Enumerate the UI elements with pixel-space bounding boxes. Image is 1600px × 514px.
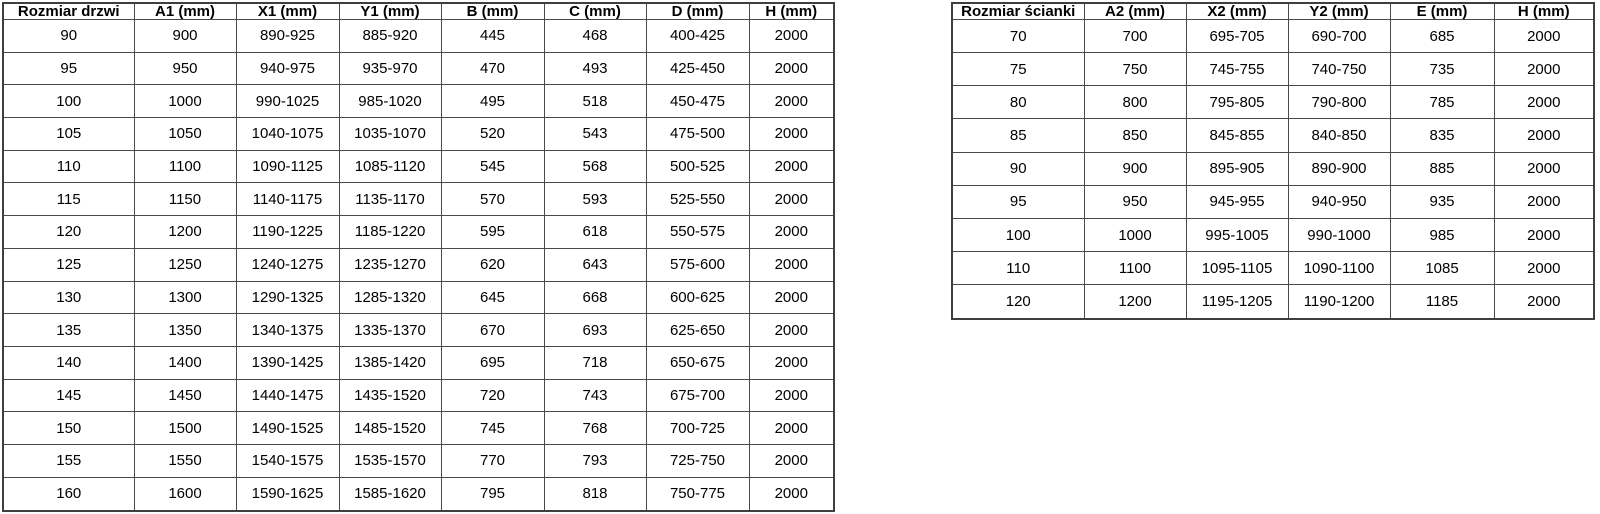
table-cell: 940-975: [236, 52, 339, 85]
table-cell: 885: [1390, 152, 1494, 185]
table-cell: 2000: [1494, 185, 1594, 218]
table-cell: 1090-1125: [236, 150, 339, 183]
table-cell: 2000: [749, 248, 834, 281]
table-cell: 725-750: [646, 444, 749, 477]
table-cell: 885-920: [339, 20, 441, 53]
column-header: Y1 (mm): [339, 3, 441, 20]
table-cell: 160: [3, 477, 134, 511]
table-cell: 645: [441, 281, 544, 314]
table-cell: 115: [3, 183, 134, 216]
table-cell: 700: [1084, 20, 1186, 53]
table-row: [3, 477, 834, 511]
table-cell: 525-550: [646, 183, 749, 216]
table-cell: 720: [441, 379, 544, 412]
table-cell: 120: [952, 285, 1084, 319]
table-cell: 400-425: [646, 20, 749, 53]
table-cell: 750-775: [646, 477, 749, 511]
table-cell: 468: [544, 20, 646, 53]
wall-size-table: [951, 2, 1595, 320]
table-cell: 1150: [134, 183, 236, 216]
table-cell: 2000: [1494, 119, 1594, 152]
table-cell: 2000: [749, 52, 834, 85]
table-cell: 1190-1225: [236, 216, 339, 249]
table-cell: 695: [441, 346, 544, 379]
table-cell: 1590-1625: [236, 477, 339, 511]
table-cell: 2000: [749, 379, 834, 412]
table-cell: 100: [3, 85, 134, 118]
table-cell: 2000: [749, 20, 834, 53]
table-cell: 1100: [134, 150, 236, 183]
table-cell: 1435-1520: [339, 379, 441, 412]
table-row: [3, 281, 834, 314]
table-cell: 495: [441, 85, 544, 118]
column-header: Rozmiar ścianki: [952, 3, 1084, 20]
table-cell: 2000: [749, 346, 834, 379]
table-cell: 690-700: [1288, 20, 1390, 53]
table-cell: 2000: [749, 412, 834, 445]
table-cell: 550-575: [646, 216, 749, 249]
table-row: [3, 412, 834, 445]
table-cell: 85: [952, 119, 1084, 152]
table-cell: 785: [1390, 86, 1494, 119]
column-header: A1 (mm): [134, 3, 236, 20]
table-cell: 1000: [134, 85, 236, 118]
table-cell: 940-950: [1288, 185, 1390, 218]
door-size-table: [2, 2, 835, 512]
table-cell: 750: [1084, 53, 1186, 86]
table-row: [3, 379, 834, 412]
table-cell: 518: [544, 85, 646, 118]
table-row: [3, 52, 834, 85]
table-cell: 770: [441, 444, 544, 477]
table-cell: 1535-1570: [339, 444, 441, 477]
table-cell: 1195-1205: [1186, 285, 1288, 319]
table-cell: 1200: [1084, 285, 1186, 319]
table-cell: 800: [1084, 86, 1186, 119]
table-cell: 675-700: [646, 379, 749, 412]
table-cell: 1500: [134, 412, 236, 445]
table-cell: 470: [441, 52, 544, 85]
table-cell: 1085-1120: [339, 150, 441, 183]
table-cell: 695-705: [1186, 20, 1288, 53]
table-cell: 445: [441, 20, 544, 53]
table-row: [3, 314, 834, 347]
table-cell: 1090-1100: [1288, 252, 1390, 285]
table-cell: 1000: [1084, 218, 1186, 251]
table-cell: 2000: [1494, 86, 1594, 119]
table-row: [952, 185, 1594, 218]
table-cell: 2000: [749, 216, 834, 249]
table-cell: 2000: [1494, 285, 1594, 319]
column-header: E (mm): [1390, 3, 1494, 20]
table-cell: 935-970: [339, 52, 441, 85]
table-cell: 1040-1075: [236, 118, 339, 151]
header-row: [3, 3, 834, 20]
table-cell: 718: [544, 346, 646, 379]
table-cell: 600-625: [646, 281, 749, 314]
table-cell: 130: [3, 281, 134, 314]
table-cell: 835: [1390, 119, 1494, 152]
table-cell: 900: [1084, 152, 1186, 185]
table-cell: 845-855: [1186, 119, 1288, 152]
table-row: [3, 20, 834, 53]
table-cell: 1540-1575: [236, 444, 339, 477]
table-cell: 2000: [749, 118, 834, 151]
table-cell: 1085: [1390, 252, 1494, 285]
table-cell: 568: [544, 150, 646, 183]
table-cell: 793: [544, 444, 646, 477]
table-cell: 1250: [134, 248, 236, 281]
table-cell: 668: [544, 281, 646, 314]
table-cell: 1600: [134, 477, 236, 511]
table-cell: 1350: [134, 314, 236, 347]
table-row: [3, 85, 834, 118]
table-cell: 110: [952, 252, 1084, 285]
table-cell: 1490-1525: [236, 412, 339, 445]
table-cell: 745: [441, 412, 544, 445]
table-row: [952, 86, 1594, 119]
table-cell: 1185-1220: [339, 216, 441, 249]
column-header: H (mm): [1494, 3, 1594, 20]
table-cell: 693: [544, 314, 646, 347]
header-row: [952, 3, 1594, 20]
column-header: C (mm): [544, 3, 646, 20]
table-cell: 1200: [134, 216, 236, 249]
table-cell: 795-805: [1186, 86, 1288, 119]
table-cell: 985: [1390, 218, 1494, 251]
table-cell: 110: [3, 150, 134, 183]
table-cell: 2000: [749, 281, 834, 314]
table-cell: 685: [1390, 20, 1494, 53]
table-cell: 90: [952, 152, 1084, 185]
table-cell: 890-900: [1288, 152, 1390, 185]
table-cell: 700-725: [646, 412, 749, 445]
table-cell: 2000: [749, 150, 834, 183]
table-cell: 75: [952, 53, 1084, 86]
table-cell: 1440-1475: [236, 379, 339, 412]
table-cell: 2000: [749, 444, 834, 477]
table-row: [3, 150, 834, 183]
column-header: A2 (mm): [1084, 3, 1186, 20]
column-header: D (mm): [646, 3, 749, 20]
table-row: [3, 444, 834, 477]
table-cell: 900: [134, 20, 236, 53]
table-cell: 140: [3, 346, 134, 379]
table-cell: 1450: [134, 379, 236, 412]
table-cell: 475-500: [646, 118, 749, 151]
table-cell: 145: [3, 379, 134, 412]
table-cell: 1285-1320: [339, 281, 441, 314]
table-cell: 100: [952, 218, 1084, 251]
table-cell: 1190-1200: [1288, 285, 1390, 319]
table-cell: 840-850: [1288, 119, 1390, 152]
table-cell: 625-650: [646, 314, 749, 347]
table-cell: 2000: [1494, 53, 1594, 86]
table-cell: 2000: [749, 183, 834, 216]
table-row: [952, 119, 1594, 152]
table-cell: 935: [1390, 185, 1494, 218]
table-cell: 1140-1175: [236, 183, 339, 216]
table-cell: 990-1025: [236, 85, 339, 118]
table-cell: 995-1005: [1186, 218, 1288, 251]
table-cell: 1050: [134, 118, 236, 151]
table-cell: 80: [952, 86, 1084, 119]
table-cell: 575-600: [646, 248, 749, 281]
table-cell: 990-1000: [1288, 218, 1390, 251]
table-cell: 643: [544, 248, 646, 281]
table-cell: 95: [952, 185, 1084, 218]
table-cell: 2000: [1494, 152, 1594, 185]
table-cell: 950: [134, 52, 236, 85]
table-cell: 985-1020: [339, 85, 441, 118]
table-cell: 790-800: [1288, 86, 1390, 119]
table-cell: 650-675: [646, 346, 749, 379]
table-cell: 1095-1105: [1186, 252, 1288, 285]
table-cell: 950: [1084, 185, 1186, 218]
table-cell: 620: [441, 248, 544, 281]
table-cell: 1135-1170: [339, 183, 441, 216]
table-cell: 1240-1275: [236, 248, 339, 281]
table-row: [3, 216, 834, 249]
table-cell: 155: [3, 444, 134, 477]
table-cell: 670: [441, 314, 544, 347]
table-cell: 70: [952, 20, 1084, 53]
table-cell: 500-525: [646, 150, 749, 183]
table-cell: 1485-1520: [339, 412, 441, 445]
table-cell: 125: [3, 248, 134, 281]
table-cell: 450-475: [646, 85, 749, 118]
table-cell: 425-450: [646, 52, 749, 85]
column-header: X1 (mm): [236, 3, 339, 20]
table-cell: 890-925: [236, 20, 339, 53]
table-row: [3, 248, 834, 281]
column-header: X2 (mm): [1186, 3, 1288, 20]
table-row: [952, 20, 1594, 53]
table-cell: 818: [544, 477, 646, 511]
table-cell: 740-750: [1288, 53, 1390, 86]
table-cell: 745-755: [1186, 53, 1288, 86]
table-cell: 743: [544, 379, 646, 412]
table-cell: 618: [544, 216, 646, 249]
table-cell: 1400: [134, 346, 236, 379]
table-cell: 1385-1420: [339, 346, 441, 379]
table-cell: 593: [544, 183, 646, 216]
table-row: [952, 218, 1594, 251]
table-cell: 545: [441, 150, 544, 183]
table-cell: 105: [3, 118, 134, 151]
table-cell: 2000: [749, 314, 834, 347]
table-cell: 520: [441, 118, 544, 151]
table-cell: 90: [3, 20, 134, 53]
table-cell: 1100: [1084, 252, 1186, 285]
column-header: H (mm): [749, 3, 834, 20]
table-cell: 2000: [1494, 20, 1594, 53]
table-cell: 2000: [1494, 218, 1594, 251]
table-row: [952, 152, 1594, 185]
table-cell: 493: [544, 52, 646, 85]
table-row: [952, 252, 1594, 285]
table-cell: 1340-1375: [236, 314, 339, 347]
table-cell: 1390-1425: [236, 346, 339, 379]
table-row: [3, 183, 834, 216]
table-cell: 1550: [134, 444, 236, 477]
table-cell: 1035-1070: [339, 118, 441, 151]
table-row: [952, 285, 1594, 319]
column-header: Y2 (mm): [1288, 3, 1390, 20]
table-cell: 768: [544, 412, 646, 445]
table-cell: 2000: [749, 477, 834, 511]
table-cell: 1335-1370: [339, 314, 441, 347]
table-cell: 895-905: [1186, 152, 1288, 185]
table-cell: 570: [441, 183, 544, 216]
table-cell: 850: [1084, 119, 1186, 152]
table-cell: 2000: [749, 85, 834, 118]
table-cell: 1300: [134, 281, 236, 314]
table-cell: 735: [1390, 53, 1494, 86]
table-cell: 795: [441, 477, 544, 511]
table-cell: 2000: [1494, 252, 1594, 285]
table-cell: 1235-1270: [339, 248, 441, 281]
table-cell: 945-955: [1186, 185, 1288, 218]
table-cell: 543: [544, 118, 646, 151]
table-row: [952, 53, 1594, 86]
table-cell: 120: [3, 216, 134, 249]
column-header: Rozmiar drzwi: [3, 3, 134, 20]
table-row: [3, 346, 834, 379]
table-row: [3, 118, 834, 151]
table-cell: 1585-1620: [339, 477, 441, 511]
table-cell: 95: [3, 52, 134, 85]
column-header: B (mm): [441, 3, 544, 20]
table-cell: 1290-1325: [236, 281, 339, 314]
table-cell: 595: [441, 216, 544, 249]
table-cell: 135: [3, 314, 134, 347]
table-cell: 150: [3, 412, 134, 445]
table-cell: 1185: [1390, 285, 1494, 319]
